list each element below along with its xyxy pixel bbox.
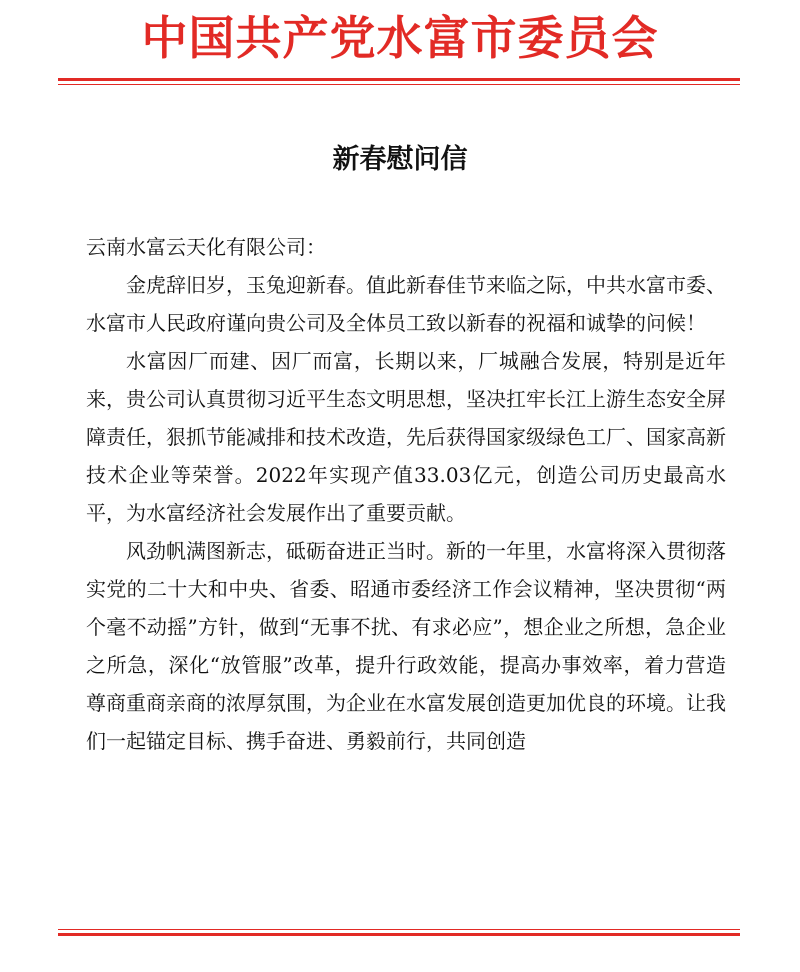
rule-thick-line	[58, 78, 740, 81]
footer-rule	[58, 929, 740, 936]
rule-thick-line	[58, 933, 740, 936]
rule-thin-line	[58, 84, 740, 85]
paragraph-1: 金虎辞旧岁，玉兔迎新春。值此新春佳节来临之际，中共水富市委、水富市人民政府谨向贵公司及全体员工致以新春的祝福和诚挚的问候！	[86, 273, 726, 335]
masthead-rule	[58, 78, 740, 85]
rule-thin-line	[58, 929, 740, 930]
paragraph-3: 风劲帆满图新志，砥砺奋进正当时。新的一年里，水富将深入贯彻落实党的二十大和中央、省委、昭通市委经济工作会议精神，坚决贯彻“两个毫不动摇”方针，做到“无事不扰、有求必应”，想企业之所想，急企业之所急，深化“放管服”改革，提升行政效能，提高办事效率，着力营造尊商重商亲商的浓厚氛围，为企业在水富发展创造更加优良的环境。让我们一起锚定目标、携手奋进、勇毅前行，共同创造	[86, 539, 726, 753]
salutation: 云南水富云天化有限公司：	[86, 235, 326, 259]
masthead-title: 中国共产党水富市委员会	[141, 11, 659, 65]
paragraph-2: 水富因厂而建、因厂而富，长期以来，厂城融合发展，特别是近年来，贵公司认真贯彻习近平生态文明思想，坚决扛牢长江上游生态安全屏障责任，狠抓节能减排和技术改造，先后获得国家级绿色工厂、国家高新技术企业等荣誉。2022年实现产值33.03亿元，创造公司历史最高水平，为水富经济社会发展作出了重要贡献。	[86, 349, 726, 525]
letter-body	[86, 228, 726, 760]
document-title: 新春慰问信	[332, 144, 468, 175]
